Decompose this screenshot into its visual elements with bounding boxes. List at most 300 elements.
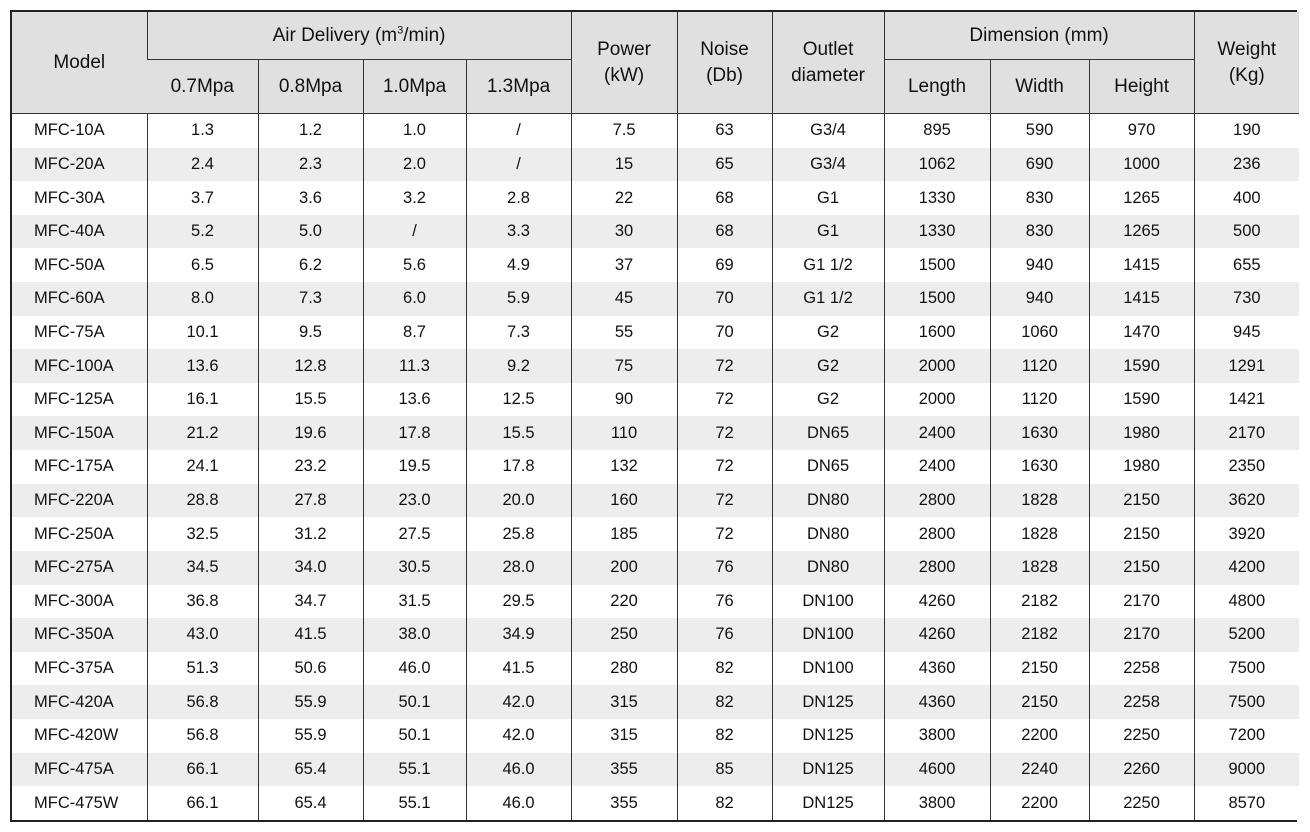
cell-outlet: DN80 — [772, 551, 884, 585]
cell-air-0.7mpa: 24.1 — [147, 450, 258, 484]
cell-air-1.3mpa: 12.5 — [466, 383, 571, 417]
cell-outlet: G1 1/2 — [772, 248, 884, 282]
cell-height: 2258 — [1089, 652, 1194, 686]
table-row — [12, 248, 1299, 282]
cell-weight: 5200 — [1194, 618, 1299, 652]
cell-power: 160 — [571, 484, 677, 518]
cell-noise: 85 — [677, 753, 772, 787]
cell-width: 590 — [990, 114, 1089, 148]
table-row — [12, 484, 1299, 518]
power-label: Power — [597, 38, 651, 60]
cell-air-1.0mpa: 6.0 — [363, 282, 466, 316]
cell-noise: 72 — [677, 484, 772, 518]
cell-air-1.3mpa: 41.5 — [466, 652, 571, 686]
air-delivery-unit: /min) — [403, 24, 446, 46]
cell-weight: 236 — [1194, 148, 1299, 182]
cell-power: 22 — [571, 181, 677, 215]
outlet-label-2: diameter — [791, 64, 865, 86]
cell-air-1.0mpa: 50.1 — [363, 685, 466, 719]
cell-height: 1590 — [1089, 383, 1194, 417]
table-row — [12, 383, 1299, 417]
cell-air-0.8mpa: 5.0 — [258, 215, 363, 249]
cell-outlet: DN80 — [772, 517, 884, 551]
cell-height: 2150 — [1089, 484, 1194, 518]
cell-model: MFC-75A — [12, 316, 147, 350]
table-row — [12, 282, 1299, 316]
header-weight — [1194, 12, 1299, 114]
cell-length: 2800 — [884, 484, 990, 518]
header-power — [571, 12, 677, 114]
cell-air-0.8mpa: 15.5 — [258, 383, 363, 417]
cell-air-0.7mpa: 56.8 — [147, 685, 258, 719]
cell-length: 3800 — [884, 786, 990, 820]
cell-noise: 72 — [677, 450, 772, 484]
cell-air-1.0mpa: 8.7 — [363, 316, 466, 350]
cell-air-0.8mpa: 23.2 — [258, 450, 363, 484]
table-body — [12, 114, 1299, 821]
cell-air-1.3mpa: 29.5 — [466, 585, 571, 619]
cell-power: 355 — [571, 786, 677, 820]
cell-length: 4360 — [884, 652, 990, 686]
cell-power: 7.5 — [571, 114, 677, 148]
cell-air-1.0mpa: 11.3 — [363, 349, 466, 383]
air-delivery-superscript: 3 — [397, 24, 404, 37]
cell-model: MFC-420W — [12, 719, 147, 753]
cell-air-0.7mpa: 10.1 — [147, 316, 258, 350]
cell-air-0.8mpa: 9.5 — [258, 316, 363, 350]
spec-table-frame — [10, 10, 1297, 822]
cell-air-1.0mpa: 55.1 — [363, 753, 466, 787]
cell-length: 1600 — [884, 316, 990, 350]
table-row — [12, 148, 1299, 182]
cell-width: 830 — [990, 181, 1089, 215]
cell-length: 1500 — [884, 248, 990, 282]
cell-length: 4260 — [884, 618, 990, 652]
cell-width: 2240 — [990, 753, 1089, 787]
cell-width: 1060 — [990, 316, 1089, 350]
cell-outlet: G1 — [772, 215, 884, 249]
cell-noise: 82 — [677, 652, 772, 686]
cell-outlet: DN125 — [772, 786, 884, 820]
cell-noise: 72 — [677, 416, 772, 450]
cell-air-0.7mpa: 3.7 — [147, 181, 258, 215]
cell-air-0.7mpa: 13.6 — [147, 349, 258, 383]
cell-model: MFC-20A — [12, 148, 147, 182]
cell-air-0.7mpa: 28.8 — [147, 484, 258, 518]
cell-air-0.7mpa: 6.5 — [147, 248, 258, 282]
cell-weight: 2350 — [1194, 450, 1299, 484]
cell-air-0.7mpa: 43.0 — [147, 618, 258, 652]
cell-weight: 3620 — [1194, 484, 1299, 518]
cell-air-0.7mpa: 36.8 — [147, 585, 258, 619]
cell-outlet: DN100 — [772, 618, 884, 652]
cell-weight: 190 — [1194, 114, 1299, 148]
cell-air-1.3mpa: / — [466, 114, 571, 148]
header-noise — [677, 12, 772, 114]
cell-power: 280 — [571, 652, 677, 686]
header-pressure-0.7: 0.7Mpa — [147, 60, 258, 114]
cell-air-1.0mpa: 55.1 — [363, 786, 466, 820]
cell-air-1.0mpa: 23.0 — [363, 484, 466, 518]
power-unit: (kW) — [604, 64, 645, 86]
cell-power: 315 — [571, 719, 677, 753]
header-width: Width — [990, 60, 1089, 114]
cell-outlet: G2 — [772, 349, 884, 383]
cell-power: 355 — [571, 753, 677, 787]
cell-power: 185 — [571, 517, 677, 551]
cell-noise: 76 — [677, 585, 772, 619]
cell-height: 2170 — [1089, 585, 1194, 619]
table-row — [12, 316, 1299, 350]
cell-width: 1630 — [990, 416, 1089, 450]
table-row — [12, 719, 1299, 753]
header-pressure-1.0: 1.0Mpa — [363, 60, 466, 114]
table-row — [12, 517, 1299, 551]
cell-model: MFC-150A — [12, 416, 147, 450]
cell-weight: 8570 — [1194, 786, 1299, 820]
cell-length: 1062 — [884, 148, 990, 182]
header-outlet — [772, 12, 884, 114]
cell-length: 2800 — [884, 551, 990, 585]
cell-model: MFC-250A — [12, 517, 147, 551]
cell-model: MFC-375A — [12, 652, 147, 686]
cell-noise: 69 — [677, 248, 772, 282]
cell-air-0.8mpa: 12.8 — [258, 349, 363, 383]
cell-air-0.7mpa: 5.2 — [147, 215, 258, 249]
cell-air-1.3mpa: 17.8 — [466, 450, 571, 484]
cell-width: 2150 — [990, 652, 1089, 686]
cell-height: 2260 — [1089, 753, 1194, 787]
table-row — [12, 652, 1299, 686]
cell-height: 1265 — [1089, 181, 1194, 215]
cell-model: MFC-420A — [12, 685, 147, 719]
cell-outlet: G1 1/2 — [772, 282, 884, 316]
cell-height: 2250 — [1089, 786, 1194, 820]
header-height: Height — [1089, 60, 1194, 114]
cell-air-0.7mpa: 56.8 — [147, 719, 258, 753]
cell-height: 1980 — [1089, 450, 1194, 484]
cell-height: 970 — [1089, 114, 1194, 148]
cell-length: 2400 — [884, 416, 990, 450]
cell-air-0.7mpa: 2.4 — [147, 148, 258, 182]
table-row — [12, 618, 1299, 652]
cell-air-0.7mpa: 66.1 — [147, 753, 258, 787]
cell-air-0.7mpa: 34.5 — [147, 551, 258, 585]
cell-weight: 1291 — [1194, 349, 1299, 383]
cell-air-1.3mpa: 28.0 — [466, 551, 571, 585]
cell-air-1.3mpa: 46.0 — [466, 753, 571, 787]
outlet-label: Outlet — [802, 38, 854, 60]
table-header — [12, 12, 1299, 114]
cell-width: 690 — [990, 148, 1089, 182]
cell-outlet: G1 — [772, 181, 884, 215]
cell-noise: 76 — [677, 551, 772, 585]
table-row — [12, 181, 1299, 215]
cell-model: MFC-10A — [12, 114, 147, 148]
cell-noise: 82 — [677, 719, 772, 753]
cell-model: MFC-175A — [12, 450, 147, 484]
cell-model: MFC-275A — [12, 551, 147, 585]
cell-weight: 7200 — [1194, 719, 1299, 753]
cell-noise: 72 — [677, 349, 772, 383]
table-row — [12, 349, 1299, 383]
cell-length: 2400 — [884, 450, 990, 484]
cell-length: 1500 — [884, 282, 990, 316]
cell-air-0.8mpa: 31.2 — [258, 517, 363, 551]
cell-length: 4600 — [884, 753, 990, 787]
cell-air-1.0mpa: / — [363, 215, 466, 249]
cell-air-0.8mpa: 7.3 — [258, 282, 363, 316]
cell-noise: 72 — [677, 517, 772, 551]
cell-width: 1630 — [990, 450, 1089, 484]
table-row — [12, 786, 1299, 820]
cell-length: 2000 — [884, 383, 990, 417]
cell-model: MFC-30A — [12, 181, 147, 215]
cell-air-1.3mpa: 3.3 — [466, 215, 571, 249]
cell-air-0.8mpa: 41.5 — [258, 618, 363, 652]
cell-outlet: DN100 — [772, 652, 884, 686]
cell-weight: 945 — [1194, 316, 1299, 350]
header-air-delivery — [147, 12, 571, 60]
cell-air-0.8mpa: 6.2 — [258, 248, 363, 282]
air-delivery-label: Air Delivery (m — [272, 24, 398, 46]
cell-air-1.3mpa: 34.9 — [466, 618, 571, 652]
cell-power: 110 — [571, 416, 677, 450]
cell-model: MFC-300A — [12, 585, 147, 619]
cell-height: 2150 — [1089, 517, 1194, 551]
cell-width: 830 — [990, 215, 1089, 249]
table-row — [12, 450, 1299, 484]
cell-width: 1828 — [990, 551, 1089, 585]
cell-air-1.0mpa: 1.0 — [363, 114, 466, 148]
weight-unit: (Kg) — [1228, 64, 1265, 86]
cell-air-1.0mpa: 38.0 — [363, 618, 466, 652]
cell-weight: 9000 — [1194, 753, 1299, 787]
cell-air-1.3mpa: 2.8 — [466, 181, 571, 215]
cell-air-1.3mpa: 15.5 — [466, 416, 571, 450]
cell-air-1.0mpa: 5.6 — [363, 248, 466, 282]
cell-length: 1330 — [884, 181, 990, 215]
cell-power: 90 — [571, 383, 677, 417]
cell-model: MFC-220A — [12, 484, 147, 518]
cell-outlet: DN125 — [772, 685, 884, 719]
cell-noise: 68 — [677, 181, 772, 215]
cell-air-1.3mpa: 42.0 — [466, 719, 571, 753]
cell-height: 1415 — [1089, 248, 1194, 282]
cell-noise: 82 — [677, 685, 772, 719]
cell-air-1.3mpa: 7.3 — [466, 316, 571, 350]
noise-label: Noise — [700, 38, 749, 60]
cell-air-0.8mpa: 65.4 — [258, 786, 363, 820]
table-row — [12, 416, 1299, 450]
cell-model: MFC-40A — [12, 215, 147, 249]
cell-weight: 7500 — [1194, 652, 1299, 686]
cell-air-1.0mpa: 17.8 — [363, 416, 466, 450]
cell-outlet: G2 — [772, 316, 884, 350]
cell-outlet: DN100 — [772, 585, 884, 619]
cell-noise: 63 — [677, 114, 772, 148]
cell-height: 2150 — [1089, 551, 1194, 585]
cell-air-0.7mpa: 66.1 — [147, 786, 258, 820]
table-row — [12, 753, 1299, 787]
cell-air-1.3mpa: 25.8 — [466, 517, 571, 551]
cell-noise: 70 — [677, 282, 772, 316]
cell-noise: 76 — [677, 618, 772, 652]
cell-weight: 400 — [1194, 181, 1299, 215]
cell-power: 75 — [571, 349, 677, 383]
cell-power: 200 — [571, 551, 677, 585]
cell-weight: 4800 — [1194, 585, 1299, 619]
cell-air-1.3mpa: 5.9 — [466, 282, 571, 316]
cell-model: MFC-100A — [12, 349, 147, 383]
cell-power: 55 — [571, 316, 677, 350]
cell-power: 30 — [571, 215, 677, 249]
table-row — [12, 551, 1299, 585]
cell-power: 250 — [571, 618, 677, 652]
cell-height: 1470 — [1089, 316, 1194, 350]
cell-outlet: DN80 — [772, 484, 884, 518]
cell-air-1.0mpa: 30.5 — [363, 551, 466, 585]
cell-length: 2800 — [884, 517, 990, 551]
table-row — [12, 215, 1299, 249]
cell-air-0.8mpa: 34.7 — [258, 585, 363, 619]
cell-power: 15 — [571, 148, 677, 182]
header-length: Length — [884, 60, 990, 114]
cell-length: 4260 — [884, 585, 990, 619]
cell-height: 1415 — [1089, 282, 1194, 316]
cell-width: 1120 — [990, 383, 1089, 417]
cell-air-1.0mpa: 27.5 — [363, 517, 466, 551]
table-row — [12, 585, 1299, 619]
cell-air-1.3mpa: 42.0 — [466, 685, 571, 719]
cell-air-1.3mpa: 4.9 — [466, 248, 571, 282]
cell-air-0.8mpa: 2.3 — [258, 148, 363, 182]
cell-air-0.8mpa: 34.0 — [258, 551, 363, 585]
cell-air-0.7mpa: 1.3 — [147, 114, 258, 148]
cell-weight: 2170 — [1194, 416, 1299, 450]
table-row — [12, 114, 1299, 148]
cell-width: 940 — [990, 248, 1089, 282]
cell-outlet: G2 — [772, 383, 884, 417]
cell-length: 895 — [884, 114, 990, 148]
cell-width: 2182 — [990, 618, 1089, 652]
cell-air-0.7mpa: 32.5 — [147, 517, 258, 551]
cell-noise: 70 — [677, 316, 772, 350]
cell-power: 132 — [571, 450, 677, 484]
cell-width: 2200 — [990, 719, 1089, 753]
cell-air-1.0mpa: 19.5 — [363, 450, 466, 484]
cell-air-0.8mpa: 27.8 — [258, 484, 363, 518]
cell-model: MFC-475A — [12, 753, 147, 787]
cell-outlet: DN65 — [772, 450, 884, 484]
cell-weight: 7500 — [1194, 685, 1299, 719]
cell-model: MFC-50A — [12, 248, 147, 282]
cell-noise: 68 — [677, 215, 772, 249]
cell-outlet: G3/4 — [772, 148, 884, 182]
cell-noise: 82 — [677, 786, 772, 820]
cell-weight: 500 — [1194, 215, 1299, 249]
cell-height: 1000 — [1089, 148, 1194, 182]
cell-height: 2250 — [1089, 719, 1194, 753]
cell-weight: 655 — [1194, 248, 1299, 282]
cell-height: 1265 — [1089, 215, 1194, 249]
cell-power: 220 — [571, 585, 677, 619]
cell-air-0.7mpa: 51.3 — [147, 652, 258, 686]
cell-model: MFC-125A — [12, 383, 147, 417]
cell-air-0.8mpa: 65.4 — [258, 753, 363, 787]
cell-outlet: DN125 — [772, 753, 884, 787]
cell-model: MFC-60A — [12, 282, 147, 316]
noise-unit: (Db) — [706, 64, 744, 86]
cell-air-1.0mpa: 3.2 — [363, 181, 466, 215]
header-pressure-1.3: 1.3Mpa — [466, 60, 571, 114]
cell-air-0.7mpa: 8.0 — [147, 282, 258, 316]
header-pressure-0.8: 0.8Mpa — [258, 60, 363, 114]
cell-width: 1828 — [990, 517, 1089, 551]
cell-power: 45 — [571, 282, 677, 316]
cell-air-0.8mpa: 55.9 — [258, 719, 363, 753]
header-dimension: Dimension (mm) — [884, 12, 1194, 60]
cell-outlet: DN65 — [772, 416, 884, 450]
spec-table — [12, 12, 1299, 820]
cell-height: 1980 — [1089, 416, 1194, 450]
cell-noise: 65 — [677, 148, 772, 182]
cell-length: 4360 — [884, 685, 990, 719]
cell-air-1.3mpa: 9.2 — [466, 349, 571, 383]
cell-width: 940 — [990, 282, 1089, 316]
cell-weight: 4200 — [1194, 551, 1299, 585]
cell-air-0.8mpa: 19.6 — [258, 416, 363, 450]
cell-height: 2170 — [1089, 618, 1194, 652]
cell-width: 1828 — [990, 484, 1089, 518]
cell-air-1.3mpa: / — [466, 148, 571, 182]
cell-outlet: DN125 — [772, 719, 884, 753]
cell-air-0.8mpa: 50.6 — [258, 652, 363, 686]
cell-length: 2000 — [884, 349, 990, 383]
cell-air-1.0mpa: 31.5 — [363, 585, 466, 619]
header-model: Model — [12, 12, 147, 114]
cell-width: 2182 — [990, 585, 1089, 619]
cell-weight: 3920 — [1194, 517, 1299, 551]
cell-air-1.3mpa: 20.0 — [466, 484, 571, 518]
cell-weight: 1421 — [1194, 383, 1299, 417]
cell-air-1.0mpa: 50.1 — [363, 719, 466, 753]
cell-width: 2150 — [990, 685, 1089, 719]
cell-width: 2200 — [990, 786, 1089, 820]
cell-air-0.8mpa: 1.2 — [258, 114, 363, 148]
cell-power: 37 — [571, 248, 677, 282]
cell-noise: 72 — [677, 383, 772, 417]
cell-air-0.7mpa: 16.1 — [147, 383, 258, 417]
table-row — [12, 685, 1299, 719]
cell-height: 2258 — [1089, 685, 1194, 719]
cell-model: MFC-350A — [12, 618, 147, 652]
cell-air-1.3mpa: 46.0 — [466, 786, 571, 820]
cell-air-0.8mpa: 3.6 — [258, 181, 363, 215]
cell-outlet: G3/4 — [772, 114, 884, 148]
cell-model: MFC-475W — [12, 786, 147, 820]
cell-air-0.7mpa: 21.2 — [147, 416, 258, 450]
cell-length: 3800 — [884, 719, 990, 753]
cell-air-0.8mpa: 55.9 — [258, 685, 363, 719]
cell-height: 1590 — [1089, 349, 1194, 383]
cell-weight: 730 — [1194, 282, 1299, 316]
cell-air-1.0mpa: 13.6 — [363, 383, 466, 417]
cell-length: 1330 — [884, 215, 990, 249]
cell-power: 315 — [571, 685, 677, 719]
cell-air-1.0mpa: 2.0 — [363, 148, 466, 182]
cell-air-1.0mpa: 46.0 — [363, 652, 466, 686]
